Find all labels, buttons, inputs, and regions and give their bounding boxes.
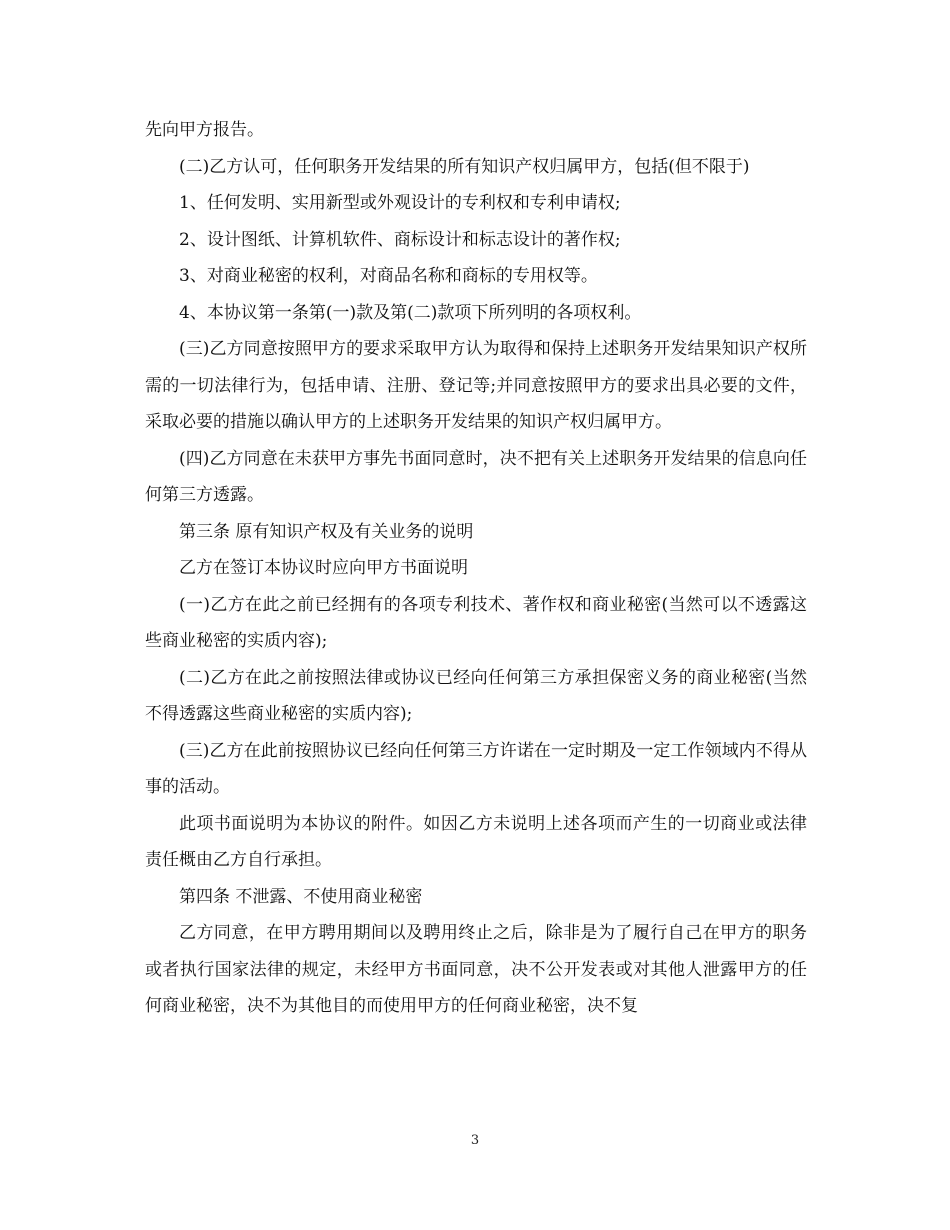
list-item-4: 4、本协议第一条第(一)款及第(二)款项下所列明的各项权利。 — [179, 302, 642, 323]
article-4-body: 乙方同意，在甲方聘用期间以及聘用终止之后，除非是为了履行自己在甲方的职务或者执行国家法律的规定，未经甲方书面同意，决不公开发表或对其他人泄露甲方的任何商业秘密，决不为其他目的而使用甲方的任何商业秘密，决不复 — [145, 923, 807, 1016]
list-item-3: 3、对商业秘密的权利，对商品名称和商标的专用权等。 — [179, 266, 598, 286]
article-3-attachment-note: 此项书面说明为本协议的附件。如因乙方未说明上述各项而产生的一切商业或法律责任概由乙方自行承担。 — [145, 813, 807, 870]
page-number: 3 — [470, 1133, 480, 1148]
paragraph-clause-4: (四)乙方同意在未获甲方事先书面同意时，决不把有关上述职务开发结果的信息向任何第三方透露。 — [145, 448, 807, 505]
article-3-heading: 第三条 原有知识产权及有关业务的说明 — [179, 521, 474, 542]
article-3-intro: 乙方在签订本协议时应向甲方书面说明 — [179, 558, 468, 578]
article-4-heading: 第四条 不泄露、不使用商业秘密 — [179, 886, 423, 907]
list-item-1: 1、任何发明、实用新型或外观设计的专利权和专利申请权; — [179, 193, 621, 213]
paragraph-continuation: 先向甲方报告。 — [145, 120, 264, 140]
list-item-2: 2、设计图纸、计算机软件、商标设计和标志设计的著作权; — [179, 229, 621, 250]
article-3-item-3: (三)乙方在此前按照协议已经向任何第三方许诺在一定时期及一定工作领域内不得从事的活动。 — [145, 740, 807, 797]
paragraph-clause-2: (二)乙方认可，任何职务开发结果的所有知识产权归属甲方，包括(但不限于) — [179, 156, 750, 177]
article-3-item-1: (一)乙方在此之前已经拥有的各项专利技术、著作权和商业秘密(当然可以不透露这些商业秘密的实质内容); — [145, 594, 807, 651]
article-3-item-2: (二)乙方在此之前按照法律或协议已经向任何第三方承担保密义务的商业秘密(当然不得透露这些商业秘密的实质内容); — [145, 667, 807, 724]
paragraph-clause-3: (三)乙方同意按照甲方的要求采取甲方认为取得和保持上述职务开发结果知识产权所需的一切法律行为，包括申请、注册、登记等;并同意按照甲方的要求出具必要的文件，采取必要的措施以确认甲方的上述职务开发结果的知识产权归属甲方。 — [145, 339, 807, 432]
document-body — [145, 112, 807, 1025]
